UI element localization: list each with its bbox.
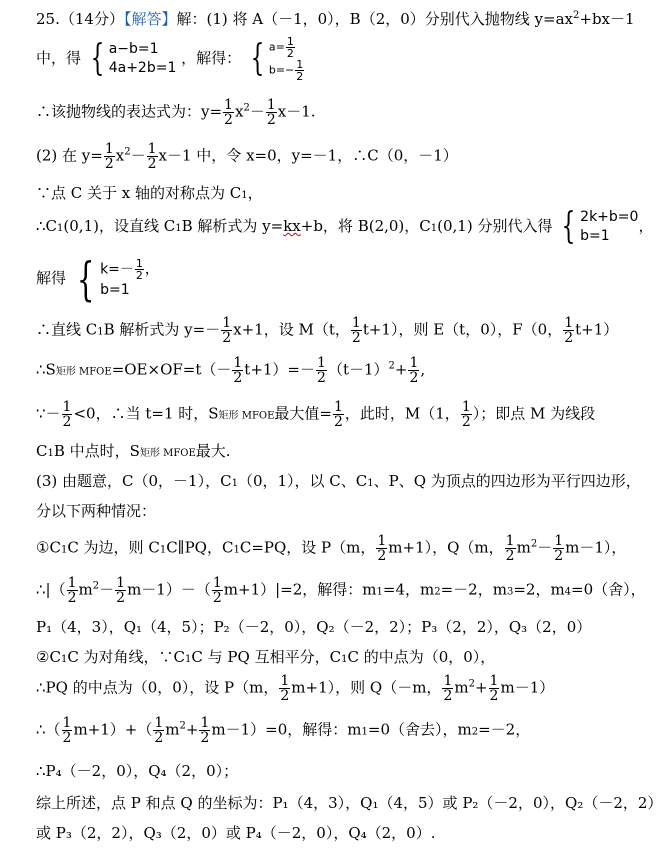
subscript: 矩形 MFOE xyxy=(218,410,275,422)
text: C 的中点为（0，0）， xyxy=(347,648,496,666)
fraction: $\frac{1}{2}$ xyxy=(154,715,164,746)
exp: 2 xyxy=(530,538,538,550)
line-4 xyxy=(36,142,626,171)
line-9 xyxy=(36,356,626,385)
fraction: $\frac{1}{2}$ xyxy=(200,715,210,746)
text: + xyxy=(394,360,408,379)
line-13 xyxy=(36,500,626,521)
text: 综上所述，点 P 和点 Q 的坐标为：P₁（4，3），Q₁（4，5）或 P₂（－2，0），Q₂（－2，2） xyxy=(36,794,662,812)
exp: 2 xyxy=(179,720,186,732)
subscript: 1 xyxy=(233,544,240,556)
text: m xyxy=(78,580,93,599)
line-8 xyxy=(36,316,626,345)
line-2 xyxy=(36,36,626,82)
equation: b=1 xyxy=(100,282,130,299)
text: (0,1)，设直线 C xyxy=(63,216,176,235)
line-16 xyxy=(36,616,626,637)
fraction: $\frac{1}{2}$ xyxy=(224,97,233,128)
text: t+1） xyxy=(575,320,619,339)
fraction: $\frac{1}{2}$ xyxy=(147,141,157,172)
text: (3) 由题意，C（0，－1），C xyxy=(36,472,232,490)
brace: { xyxy=(561,205,576,247)
text: B 解析式为 y= xyxy=(181,216,284,235)
text: m xyxy=(516,538,531,557)
brace: { xyxy=(76,252,95,306)
text: +b，将 B(2,0)，C xyxy=(300,216,431,235)
text: x xyxy=(115,146,125,165)
question-number: 25.（14分） xyxy=(36,10,124,28)
text: t+1），则 E（t，0），F（0， xyxy=(362,320,563,339)
subscript: 1 xyxy=(47,448,54,459)
text: ①C xyxy=(36,538,61,557)
text: =－2，m xyxy=(440,580,507,599)
fraction: $\frac{1}{2}$ xyxy=(564,315,574,346)
text: m－1）， xyxy=(565,538,627,557)
text: ∴该抛物线的表达式为：y= xyxy=(36,102,223,121)
text: ，解得： xyxy=(181,49,242,67)
line-7 xyxy=(36,252,626,306)
exp: 2 xyxy=(468,678,475,690)
solution-b: b=− $\frac{1}{2}$ xyxy=(268,58,304,83)
subscript: 1 xyxy=(159,544,167,556)
text: C∥PQ，C xyxy=(166,538,234,557)
equation-system xyxy=(557,205,639,247)
line-17 xyxy=(36,646,626,667)
solution-system xyxy=(71,252,159,306)
line-20 xyxy=(36,760,626,781)
fraction: $\frac{1}{2}$ xyxy=(280,673,290,704)
text: x xyxy=(234,102,244,121)
text: ②C xyxy=(36,648,61,666)
subscript: 1 xyxy=(60,654,68,665)
text: =0（舍去），m xyxy=(367,720,472,739)
line-5 xyxy=(36,182,626,203)
subscript: 1 xyxy=(60,544,68,556)
line-1 xyxy=(36,8,635,29)
text: 最大值= xyxy=(274,404,332,423)
text: － xyxy=(537,538,553,557)
brace: { xyxy=(250,38,265,79)
subscript: 1 xyxy=(57,222,64,234)
line-6 xyxy=(36,205,654,247)
text: ∴PQ 的中点为（0，0），设 P（m， xyxy=(36,678,279,697)
subscript: 4 xyxy=(564,586,572,598)
subscript: 1 xyxy=(430,222,438,234)
fraction: $\frac{1}{2}$ xyxy=(317,355,326,386)
text: ∴（ xyxy=(36,720,61,739)
line-19 xyxy=(36,716,626,745)
exp: 2 xyxy=(92,580,100,592)
text: =0（舍）， xyxy=(571,580,646,599)
line-1-text: 解：(1) 将 A（－1，0），B（2，0）分别代入抛物线 y=ax xyxy=(176,10,573,28)
brace: { xyxy=(90,38,105,79)
text: ，此时，M（1， xyxy=(344,404,460,423)
fraction: $\frac{1}{2}$ xyxy=(377,533,387,564)
text: m－1） xyxy=(500,678,555,697)
line-15 xyxy=(36,575,646,606)
text: m－1）－（ xyxy=(127,580,211,599)
text: + xyxy=(474,678,488,697)
fraction: $\frac{1}{2}$ xyxy=(62,715,72,746)
text: 或 P₃（2，2），Q₃（2，0）或 P₄（－2，0），Q₄（2，0）. xyxy=(36,824,436,842)
solution-system xyxy=(246,36,305,82)
text: m+1），则 Q（－m， xyxy=(291,678,442,697)
fraction: $\frac{1}{2}$ xyxy=(222,315,232,346)
subscript: 矩形 MFOE xyxy=(139,448,196,459)
line-3 xyxy=(36,98,626,127)
subscript: 1 xyxy=(185,654,192,665)
fraction: $\frac{1}{2}$ xyxy=(443,673,453,704)
text: B 解析式为 y=－ xyxy=(103,320,221,339)
line-14 xyxy=(36,534,626,563)
solution-k: k=－ $\frac{1}{2}$ ， xyxy=(100,257,159,283)
fraction: $\frac{1}{2}$ xyxy=(333,399,343,430)
subscript: 矩形 MFOE xyxy=(55,366,112,378)
text: t+1）=－ xyxy=(244,360,316,379)
subscript: 3 xyxy=(506,586,514,598)
text: m xyxy=(454,678,469,697)
text: m+1）+（ xyxy=(73,720,153,739)
text: ∴S xyxy=(36,360,56,379)
text: 解得 xyxy=(36,269,67,287)
text: + xyxy=(185,720,199,739)
text: ， xyxy=(638,216,654,235)
line-10 xyxy=(36,400,626,429)
text: （0，1），以 C、C xyxy=(237,472,368,490)
text: kx xyxy=(283,216,301,235)
text: C 与 PQ 互相平分，C xyxy=(191,648,342,666)
text: P₁（4，3），Q₁（4，5）；P₂（－2，0），Q₂（－2，2）；P₃（2，2），Q₃（2，0） xyxy=(36,618,592,636)
text: (0,1) 分别代入得 xyxy=(437,216,553,235)
subscript: 1 xyxy=(241,190,248,201)
text: 中，得 xyxy=(36,49,82,67)
line-11 xyxy=(36,440,626,461)
text: ∴直线 C xyxy=(36,320,98,339)
exp: 2 xyxy=(124,146,131,158)
fraction: $\frac{1}{2}$ xyxy=(67,575,77,606)
text: C=PQ，设 P（m， xyxy=(239,538,376,557)
fraction: $\frac{1}{2}$ xyxy=(212,575,222,606)
line-21 xyxy=(36,792,662,813)
text: =－2， xyxy=(478,720,531,739)
text: 、P、Q 为顶点的四边形为平行四边形， xyxy=(373,472,641,490)
subscript: 2 xyxy=(434,586,441,598)
fraction: $\frac{1}{2}$ xyxy=(505,533,515,564)
text: － xyxy=(249,102,265,121)
answer-tag: 【解答】 xyxy=(123,10,177,28)
text: =4，m xyxy=(382,580,435,599)
text: ， xyxy=(247,184,263,202)
text: ∴|（ xyxy=(36,580,66,599)
subscript: 1 xyxy=(361,726,368,738)
text: ∴C xyxy=(36,216,58,235)
text: ）；即点 M 为线段 xyxy=(472,404,596,423)
text: m xyxy=(165,720,180,739)
exp: 2 xyxy=(388,360,395,372)
text: =OE×OF=t（－ xyxy=(111,360,232,379)
equation: 4a+2b=1 xyxy=(108,60,177,76)
equation: 2k+b=0 xyxy=(580,209,639,225)
text: ∵点 C 关于 x 轴的对称点为 C xyxy=(36,184,242,202)
subscript: 1 xyxy=(341,654,348,665)
text: C xyxy=(36,442,48,460)
solution-a: a= $\frac{1}{2}$ xyxy=(268,35,294,60)
text: m+1）|=2，解得：m xyxy=(223,580,377,599)
text: <0，∴当 t=1 时，S xyxy=(73,404,219,423)
text: C 为对角线，∵C xyxy=(67,648,186,666)
fraction: $\frac{1}{2}$ xyxy=(62,399,72,430)
text: , xyxy=(420,360,426,379)
text: (2) 在 y= xyxy=(36,146,103,165)
fraction: $\frac{1}{2}$ xyxy=(351,315,361,346)
text: ∵－ xyxy=(36,404,61,423)
fraction: $\frac{1}{2}$ xyxy=(489,673,499,704)
fraction: $\frac{1}{2}$ xyxy=(409,355,419,386)
equation-system xyxy=(86,40,177,78)
text: x+1，设 M（t， xyxy=(233,320,350,339)
equation: b=1 xyxy=(580,227,610,244)
subscript: 1 xyxy=(175,222,182,234)
text: ∴P₄（－2，0），Q₄（2，0）； xyxy=(36,762,239,780)
subscript: 1 xyxy=(376,586,383,598)
subscript: 1 xyxy=(97,326,104,338)
line-12 xyxy=(36,470,641,491)
text: － xyxy=(99,580,115,599)
text: B 中点时，S xyxy=(53,442,140,460)
fraction: $\frac{1}{2}$ xyxy=(266,97,276,128)
line-22 xyxy=(36,822,626,843)
exp: 2 xyxy=(573,10,580,21)
line-18 xyxy=(36,674,626,703)
text: 最大. xyxy=(195,442,231,460)
text: － xyxy=(130,146,146,165)
subscript: 2 xyxy=(471,726,479,738)
text: （t－1） xyxy=(327,360,389,379)
fraction: $\frac{1}{2}$ xyxy=(461,399,471,430)
line-1-text-b: +bx－1 xyxy=(579,10,635,28)
text: 分以下两种情况： xyxy=(36,502,157,520)
equation: a−b=1 xyxy=(108,41,159,58)
text: C 为边，则 C xyxy=(67,538,160,557)
text: m－1）=0，解得：m xyxy=(211,720,362,739)
text: m+1），Q（m， xyxy=(388,538,504,557)
text: =2，m xyxy=(513,580,565,599)
subscript: 1 xyxy=(231,478,238,489)
exp: 2 xyxy=(243,102,250,114)
fraction: $\frac{1}{2}$ xyxy=(104,141,114,172)
subscript: 1 xyxy=(367,478,374,489)
text: x－1. xyxy=(277,102,316,121)
fraction: $\frac{1}{2}$ xyxy=(233,355,243,386)
text: x－1 中，令 x=0，y=－1，∴C（0，－1） xyxy=(158,146,458,165)
fraction: $\frac{1}{2}$ xyxy=(554,533,564,564)
fraction: $\frac{1}{2}$ xyxy=(116,575,126,606)
